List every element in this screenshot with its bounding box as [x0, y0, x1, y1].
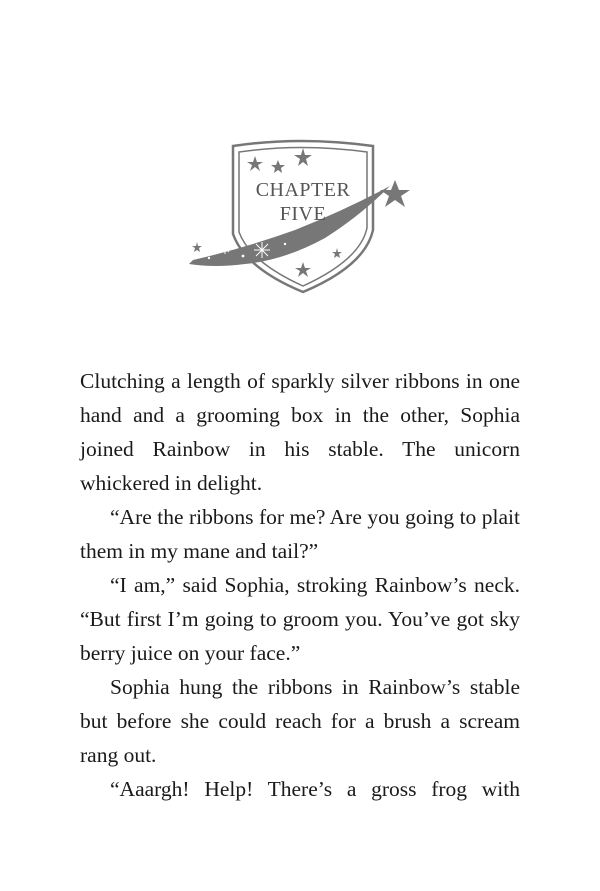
chapter-emblem	[185, 138, 415, 298]
star-icon	[332, 248, 342, 258]
paragraph: “Are the ribbons for me? Are you going to plait them in my mane and tail?”	[80, 505, 520, 563]
star-icon	[294, 148, 312, 166]
shield-star-icon	[185, 138, 415, 298]
star-icon	[295, 262, 311, 277]
star-icon	[192, 242, 202, 252]
sparkle-dot	[208, 257, 210, 259]
chapter-number: FIVE	[279, 203, 327, 225]
paragraph: “I am,” said Sophia, stroking Rainbow’s neck. “But first I’m going to groom you. You’ve got sky berry juice on your face.”	[80, 573, 520, 665]
star-icon	[247, 156, 263, 171]
chapter-body	[80, 364, 520, 806]
sparkle-icon	[254, 242, 270, 258]
sparkle-dot	[284, 243, 286, 245]
paragraph: Sophia hung the ribbons in Rainbow’s stable but before she could reach for a brush a scream rang out.	[80, 675, 520, 767]
chapter-label: CHAPTER	[255, 179, 351, 201]
sparkle-dot	[242, 255, 245, 258]
shooting-star-icon	[380, 180, 410, 207]
star-icon	[271, 160, 285, 173]
paragraph: Clutching a length of sparkly silver ribbons in one hand and a grooming box in the other, Sophia joined Rainbow in his stable. The unicorn whickered in delight.	[80, 369, 520, 495]
paragraph: “Aaargh! Help! There’s a gross frog with	[110, 777, 520, 801]
